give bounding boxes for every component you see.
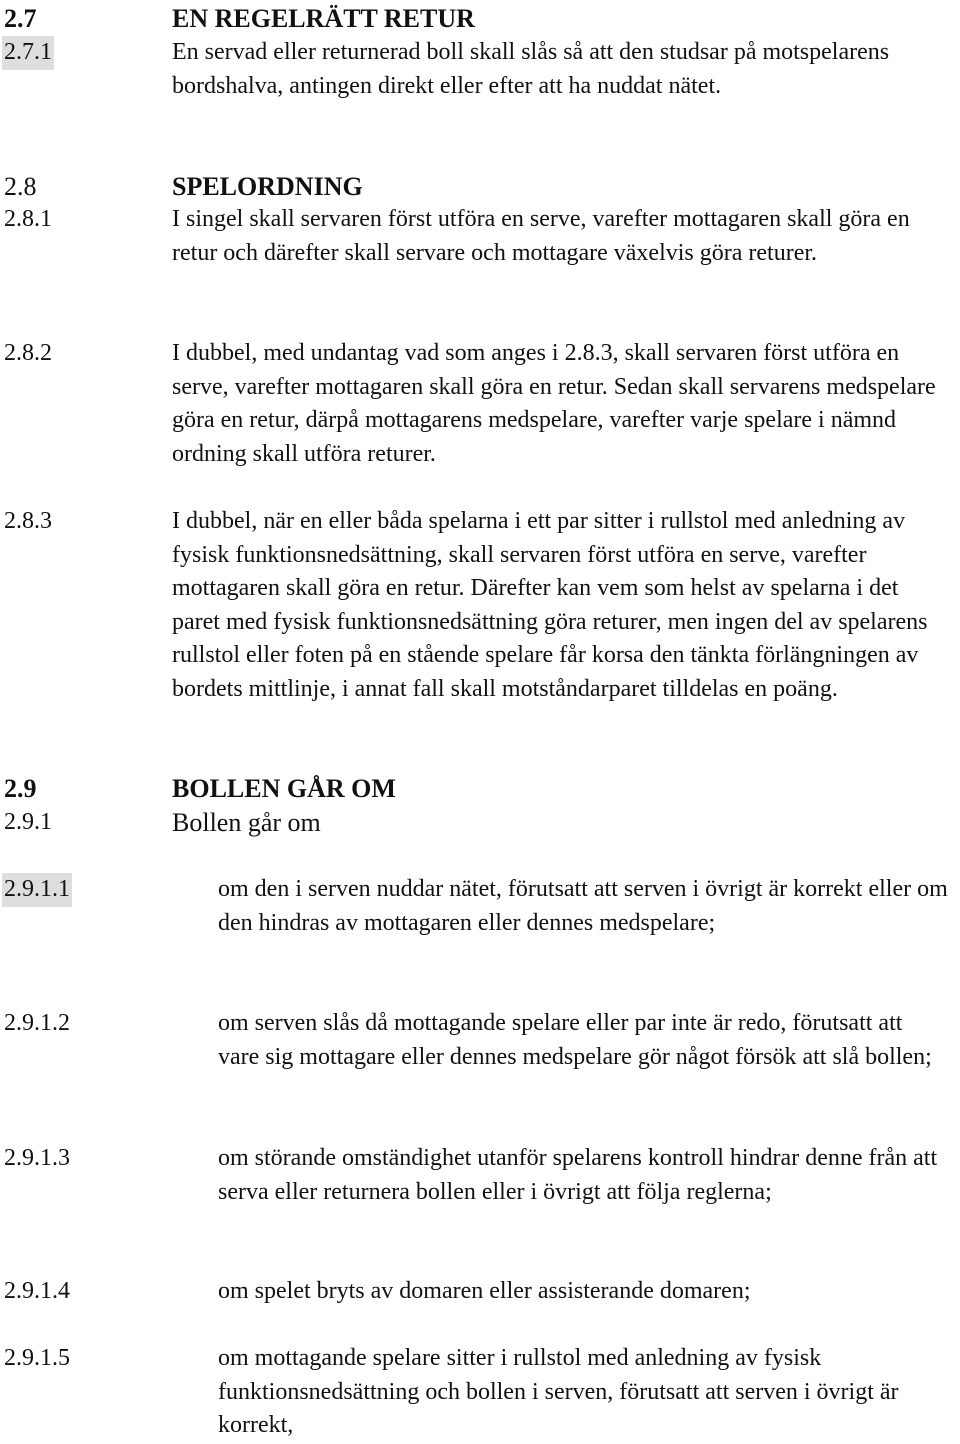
section-number: 2.8.2 [4, 340, 52, 366]
section-paragraph: En servad eller returnerad boll skall slås så att den studsar på motspelarens bordshalva, antingen direkt eller efter att ha nuddat nätet. [172, 39, 890, 99]
section-paragraph: om spelet bryts av domaren eller assisterande domaren; [218, 1278, 751, 1304]
section-number: 2.8.1 [4, 206, 52, 232]
section-subheading: Bollen går om [172, 808, 321, 837]
section-number: 2.9.1 [4, 809, 52, 835]
section-number: 2.8.3 [4, 508, 52, 534]
section-heading: EN REGELRÄTT RETUR [172, 4, 475, 33]
section-number: 2.9 [4, 774, 37, 803]
section-paragraph: om störande omständighet utanför spelarens kontroll hindrar denne från att serva eller returnera bollen eller i övrigt att följa reglerna; [218, 1145, 938, 1205]
section-number: 2.9.1.3 [4, 1145, 70, 1171]
section-paragraph: om den i serven nuddar nätet, förutsatt att serven i övrigt är korrekt eller om den hindras av mottagaren eller dennes medspelare; [218, 876, 948, 936]
section-number: 2.9.1.1 [2, 873, 72, 907]
section-number: 2.8 [4, 172, 37, 201]
section-number: 2.9.1.5 [4, 1345, 70, 1371]
section-paragraph: om serven slås då mottagande spelare eller par inte är redo, förutsatt att vare sig mottagare eller dennes medspelare gör något försök att slå bollen; [218, 1010, 932, 1070]
section-paragraph: om mottagande spelare sitter i rullstol med anledning av fysisk funktionsnedsättning och bollen i serven, förutsatt att serven i övrigt är korrekt, [218, 1345, 899, 1438]
section-paragraph: I dubbel, när en eller båda spelarna i ett par sitter i rullstol med anledning av fysisk funktionsnedsättning, skall servaren först utföra en serve, varefter mottagaren skall göra en retur. Därefter kan vem som helst av spelarna i det paret med fysisk funktionsnedsättning göra returer, men ingen del av spelarens rullstol eller foten på en stående spelare får korsa den tänkta förlängningen av bordets mittlinje, i annat fall skall motståndarparet tilldelas en poäng. [172, 508, 928, 702]
section-heading: BOLLEN GÅR OM [172, 774, 396, 803]
section-number: 2.7 [4, 4, 37, 33]
section-number: 2.7.1 [2, 36, 54, 70]
section-paragraph: I singel skall servaren först utföra en serve, varefter mottagaren skall göra en retur och därefter skall servare och mottagare växelvis göra returer. [172, 206, 910, 266]
section-paragraph: I dubbel, med undantag vad som anges i 2.8.3, skall servaren först utföra en serve, varefter mottagaren skall göra en retur. Sedan skall servarens medspelare göra en retur, därpå mottagarens medspelare, varefter varje spelare i nämnd ordning skall utföra returer. [172, 340, 936, 467]
section-number: 2.9.1.4 [4, 1278, 70, 1304]
section-number: 2.9.1.2 [4, 1010, 70, 1036]
section-heading: SPELORDNING [172, 172, 363, 201]
